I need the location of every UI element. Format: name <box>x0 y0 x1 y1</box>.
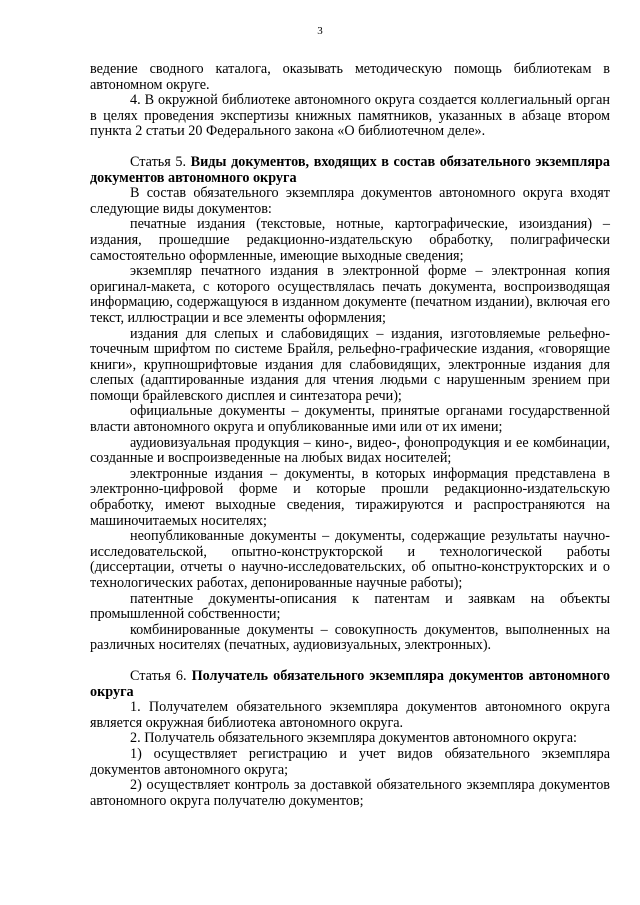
paragraph: В состав обязательного экземпляра документов автономного округа входят следующие виды документов: <box>90 185 610 217</box>
paragraph: неопубликованные документы – документы, содержащие результаты научно-исследовательской, опытно-конструкторской и технологической работы (диссертации, отчеты о научно-исследовательских, об опытно-конструкторских и о технологических работах, депонированные научные работы); <box>90 528 610 591</box>
paragraph: 1. Получателем обязательного экземпляра документов автономного округа является окружная библиотека автономного округа. <box>90 699 610 731</box>
document-body <box>90 62 610 809</box>
paragraph: патентные документы-описания к патентам и заявкам на объекты промышленной собственности; <box>90 590 610 623</box>
article-6-prefix: Статья 6. <box>130 667 192 684</box>
paragraph: 2. Получатель обязательного экземпляра документов автономного округа: <box>130 730 577 747</box>
article-5-heading <box>90 155 610 186</box>
paragraph: официальные документы – документы, принятые органами государственной власти автономного округа и опубликованные ими или от их имени; <box>90 403 610 436</box>
paragraph: 1) осуществляет регистрацию и учет видов обязательного экземпляра документов автономного округа; <box>90 745 610 778</box>
article-6-heading <box>90 669 610 700</box>
article-5-prefix: Статья 5. <box>130 153 191 170</box>
paragraph: печатные издания (текстовые, нотные, картографические, изоиздания) – издания, прошедшие редакционно-издательскую обработку, полиграфически самостоятельно оформленные, имеющие выходные сведения; <box>90 216 610 264</box>
paragraph: комбинированные документы – совокупность документов, выполненных на различных носителях (печатных, аудиовизуальных, электронных). <box>90 621 610 654</box>
paragraph: аудиовизуальная продукция – кино-, видео-, фонопродукция и ее комбинации, созданные и воспроизведенные на любых видах носителей; <box>90 434 610 467</box>
page-number: 3 <box>317 25 323 37</box>
paragraph: экземпляр печатного издания в электронной форме – электронная копия оригинал-макета, с которого осуществлялась печать документа, воспроизводящая информацию, содержащуюся в изданном документе (печатном издании), включая его текст, иллюстрации и все элементы оформления; <box>90 263 610 326</box>
paragraph: 4. В окружной библиотеке автономного округа создается коллегиальный орган в целях проведения экспертизы книжных памятников, указанных в абзаце втором пункта 2 статьи 20 Федерального закона «О библиотечном деле». <box>90 92 610 140</box>
paragraph: ведение сводного каталога, оказывать методическую помощь библиотекам в автономном округе. <box>90 61 610 93</box>
article-5-title: Виды документов, входящих в состав обязательного экземпляра документов автономного округа <box>90 153 610 186</box>
article-6-title: Получатель обязательного экземпляра документов автономного округа <box>90 667 610 700</box>
paragraph: издания для слепых и слабовидящих – издания, изготовляемые рельефно-точечным шрифтом по системе Брайля, рельефно-графические издания, «говорящие книги», крупношрифтовые издания для слабовидящих, электронные издания для слепых (адаптированные издания для чтения людьми с нарушенным зрением при помощи брайлевского дисплея и синтезатора речи); <box>90 325 610 404</box>
paragraph: электронные издания – документы, в которых информация представлена в электронно-цифровой форме и которые прошли редакционно-издательскую обработку, имеют выходные сведения, тиражируются и распространяются на машиночитаемых носителях; <box>90 465 610 529</box>
paragraph: 2) осуществляет контроль за доставкой обязательного экземпляра документов автономного округа получателю документов; <box>90 777 610 809</box>
